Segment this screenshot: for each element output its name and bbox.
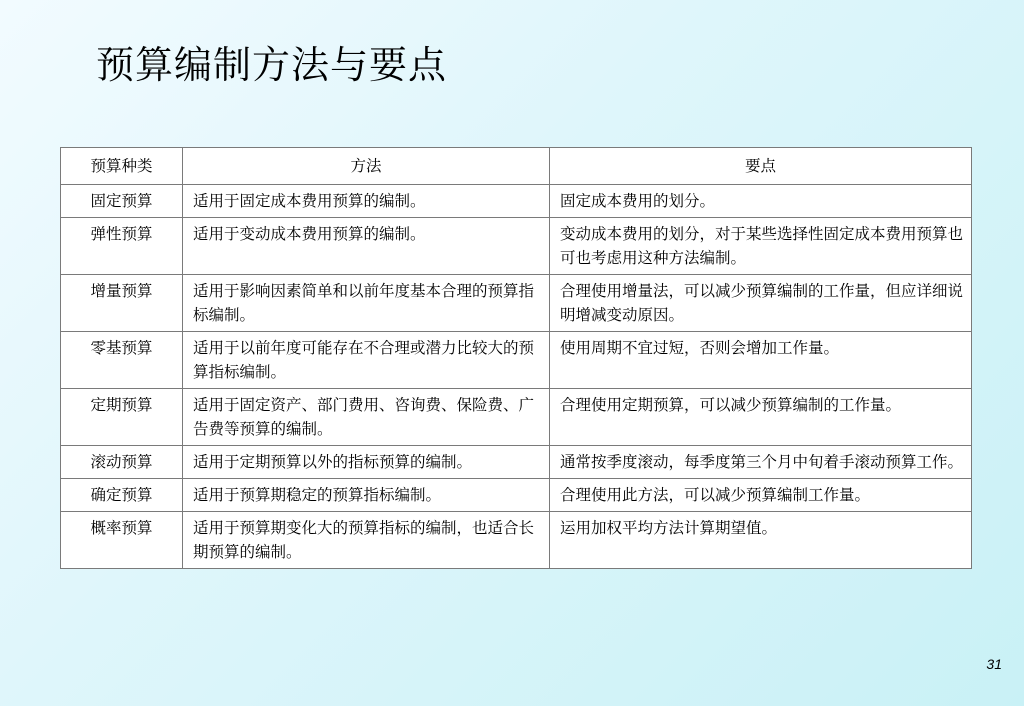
- cell-points: 合理使用定期预算，可以减少预算编制的工作量。: [550, 389, 972, 446]
- cell-points: 运用加权平均方法计算期望值。: [550, 512, 972, 569]
- table-row: [61, 479, 972, 512]
- header-points: 要点: [550, 148, 972, 185]
- cell-category: 零基预算: [61, 332, 183, 389]
- cell-category: 增量预算: [61, 275, 183, 332]
- cell-category: 弹性预算: [61, 218, 183, 275]
- cell-points: 合理使用增量法，可以减少预算编制的工作量，但应详细说明增减变动原因。: [550, 275, 972, 332]
- table-row: [61, 218, 972, 275]
- header-category: 预算种类: [61, 148, 183, 185]
- cell-method: 适用于变动成本费用预算的编制。: [183, 218, 550, 275]
- cell-method: 适用于定期预算以外的指标预算的编制。: [183, 446, 550, 479]
- cell-method: 适用于影响因素简单和以前年度基本合理的预算指标编制。: [183, 275, 550, 332]
- cell-method: 适用于预算期稳定的预算指标编制。: [183, 479, 550, 512]
- cell-category: 固定预算: [61, 185, 183, 218]
- cell-method: 适用于以前年度可能存在不合理或潜力比较大的预算指标编制。: [183, 332, 550, 389]
- cell-category: 确定预算: [61, 479, 183, 512]
- page-number: 31: [986, 656, 1002, 672]
- table-row: [61, 332, 972, 389]
- table-header-row: [61, 148, 972, 185]
- cell-method: 适用于固定资产、部门费用、咨询费、保险费、广告费等预算的编制。: [183, 389, 550, 446]
- cell-category: 概率预算: [61, 512, 183, 569]
- cell-points: 固定成本费用的划分。: [550, 185, 972, 218]
- budget-methods-table: [60, 147, 972, 569]
- table-row: [61, 185, 972, 218]
- cell-points: 合理使用此方法，可以减少预算编制工作量。: [550, 479, 972, 512]
- header-method: 方法: [183, 148, 550, 185]
- table-row: [61, 389, 972, 446]
- cell-points: 变动成本费用的划分，对于某些选择性固定成本费用预算也可也考虑用这种方法编制。: [550, 218, 972, 275]
- cell-category: 滚动预算: [61, 446, 183, 479]
- table-row: [61, 275, 972, 332]
- cell-method: 适用于预算期变化大的预算指标的编制，也适合长期预算的编制。: [183, 512, 550, 569]
- cell-category: 定期预算: [61, 389, 183, 446]
- cell-points: 使用周期不宜过短，否则会增加工作量。: [550, 332, 972, 389]
- table-row: [61, 446, 972, 479]
- table-row: [61, 512, 972, 569]
- slide-title: 预算编制方法与要点: [96, 43, 448, 87]
- cell-points: 通常按季度滚动，每季度第三个月中旬着手滚动预算工作。: [550, 446, 972, 479]
- cell-method: 适用于固定成本费用预算的编制。: [183, 185, 550, 218]
